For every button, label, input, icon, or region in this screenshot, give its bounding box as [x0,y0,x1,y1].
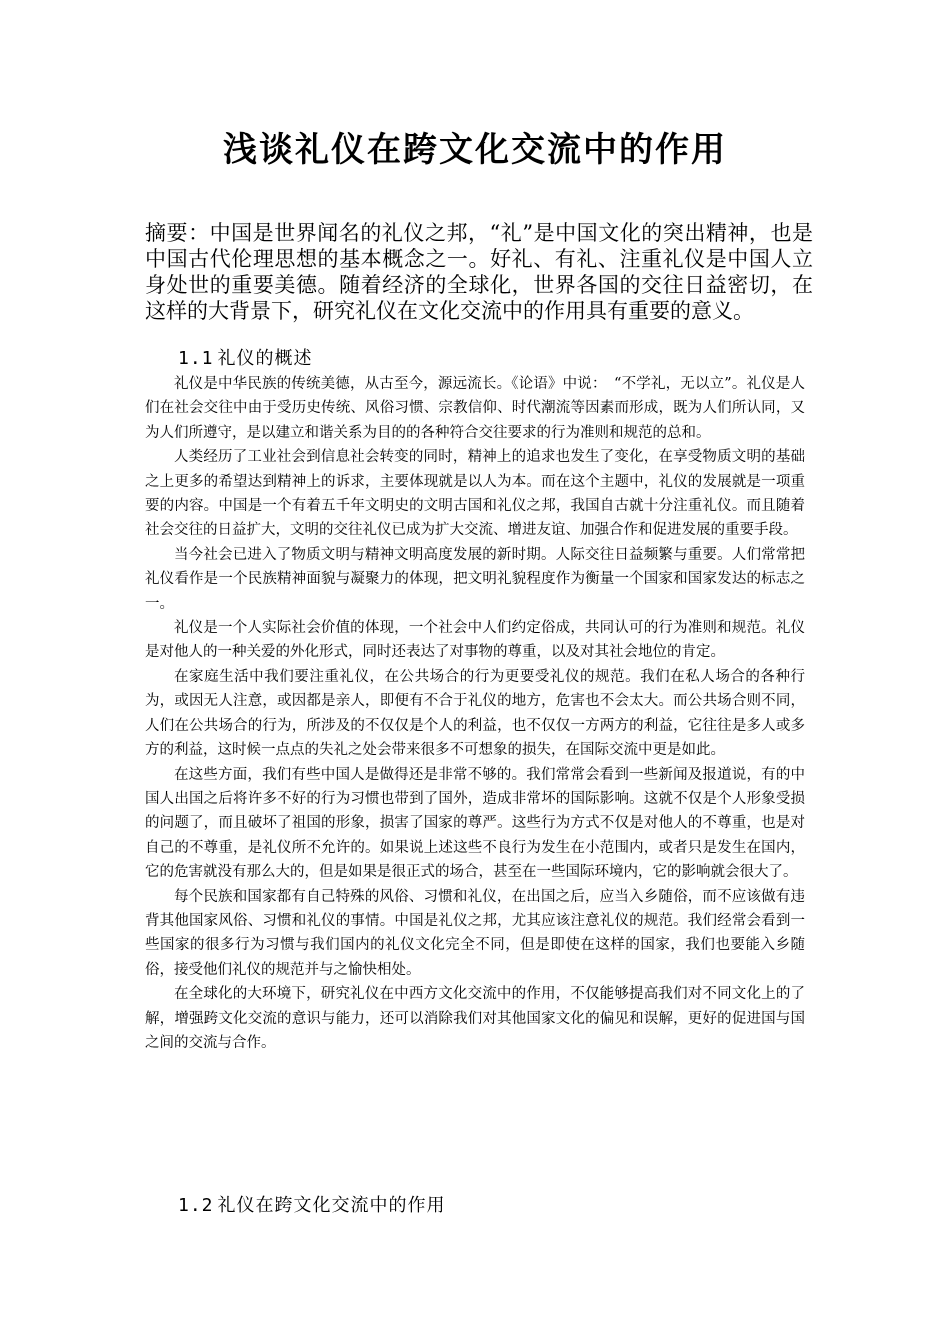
paragraph: 在这些方面，我们有些中国人是做得还是非常不够的。我们常常会看到一些新闻及报道说，有的中国人出国之后将许多不好的行为习惯也带到了国外，造成非常坏的国际影响。这就不仅是个人形象受损的问题了，而且破坏了祖国的形象，损害了国家的尊严。这些行为方式不仅是对他人的不尊重，也是对自己的不尊重，是礼仪所不允许的。如果说上述这些不良行为发生在小范围内，或者只是发生在国内，它的危害就没有那么大的，但是如果是很正式的场合，甚至在一些国际环境内，它的影响就会很大了。 [145,766,805,881]
section-heading-1-1 [178,347,313,371]
document-title: 浅谈礼仪在跨文化交流中的作用 [223,130,727,170]
paragraph: 礼仪是一个人实际社会价值的体现，一个社会中人们约定俗成，共同认可的行为准则和规范。礼仪是对他人的一种关爱的外化形式，同时还表达了对事物的尊重，以及对其社会地位的肯定。 [145,620,805,661]
paragraph: 在全球化的大环境下，研究礼仪在中西方文化交流中的作用，不仅能够提高我们对不同文化上的了解，增强跨文化交流的意识与能力，还可以消除我们对其他国家文化的偏见和误解，更好的促进国与国之间的交流与合作。 [145,986,805,1051]
section-title: 礼仪的概述 [217,348,313,369]
abstract [145,220,813,324]
body-text [145,372,805,1055]
paragraph: 礼仪是中华民族的传统美德，从古至今，源远流长。《论语》中说： “不学礼，无以立”。礼仪是人们在社会交往中由于受历史传统、风俗习惯、宗教信仰、时代潮流等因素而形成，既为人们所认同，又为人们所遵守，是以建立和谐关系为目的的各种符合交往要求的行为准则和规范的总和。 [145,376,805,441]
paragraph: 人类经历了工业社会到信息社会转变的同时，精神上的追求也发生了变化，在享受物质文明的基础之上更多的希望达到精神上的诉求，主要体现就是以人为本。而在这个主题中，礼仪的发展就是一项重要的内容。中国是一个有着五千年文明史的文明古国和礼仪之邦，我国自古就十分注重礼仪。而且随着社会交往的日益扩大，文明的交往礼仪已成为扩大交流、增进友谊、加强合作和促进发展的重要手段。 [145,449,805,539]
abstract-text: 中国是世界闻名的礼仪之邦，“礼”是中国文化的突出精神，也是中国古代伦理思想的基本概念之一。好礼、有礼、注重礼仪是中国人立身处世的重要美德。随着经济的全球化，世界各国的交往日益密切，在这样的大背景下，研究礼仪在文化交流中的作用具有重要的意义。 [145,221,813,323]
paragraph: 在家庭生活中我们要注重礼仪，在公共场合的行为更要受礼仪的规范。我们在私人场合的各种行为，或因无人注意，或因都是亲人，即便有不合于礼仪的地方，危害也不会太大。而公共场合则不同，人们在公共场合的行为，所涉及的不仅仅是个人的利益，也不仅仅一方两方的利益，它往往是多人或多方的利益，这时候一点点的失礼之处会带来很多不可想象的损失，在国际交流中更是如此。 [145,668,805,759]
abstract-label: 摘要： [145,221,210,245]
section-number: 1.2 [178,1195,214,1216]
section-number: 1.1 [178,348,214,369]
section-title: 礼仪在跨文化交流中的作用 [217,1195,446,1216]
paragraph: 每个民族和国家都有自己特殊的风俗、习惯和礼仪，在出国之后，应当入乡随俗，而不应该做有违背其他国家风俗、习惯和礼仪的事情。中国是礼仪之邦，尤其应该注意礼仪的规范。我们经常会看到一些国家的很多行为习惯与我们国内的礼仪文化完全不同，但是即使在这样的国家，我们也要能入乡随俗，接受他们礼仪的规范并与之愉快相处。 [145,888,805,978]
paragraph: 当今社会已进入了物质文明与精神文明高度发展的新时期。人际交往日益频繁与重要。人们常常把礼仪看作是一个民族精神面貌与凝聚力的体现，把文明礼貌程度作为衡量一个国家和国家发达的标志之一。 [145,546,805,612]
section-heading-1-2 [178,1194,446,1218]
